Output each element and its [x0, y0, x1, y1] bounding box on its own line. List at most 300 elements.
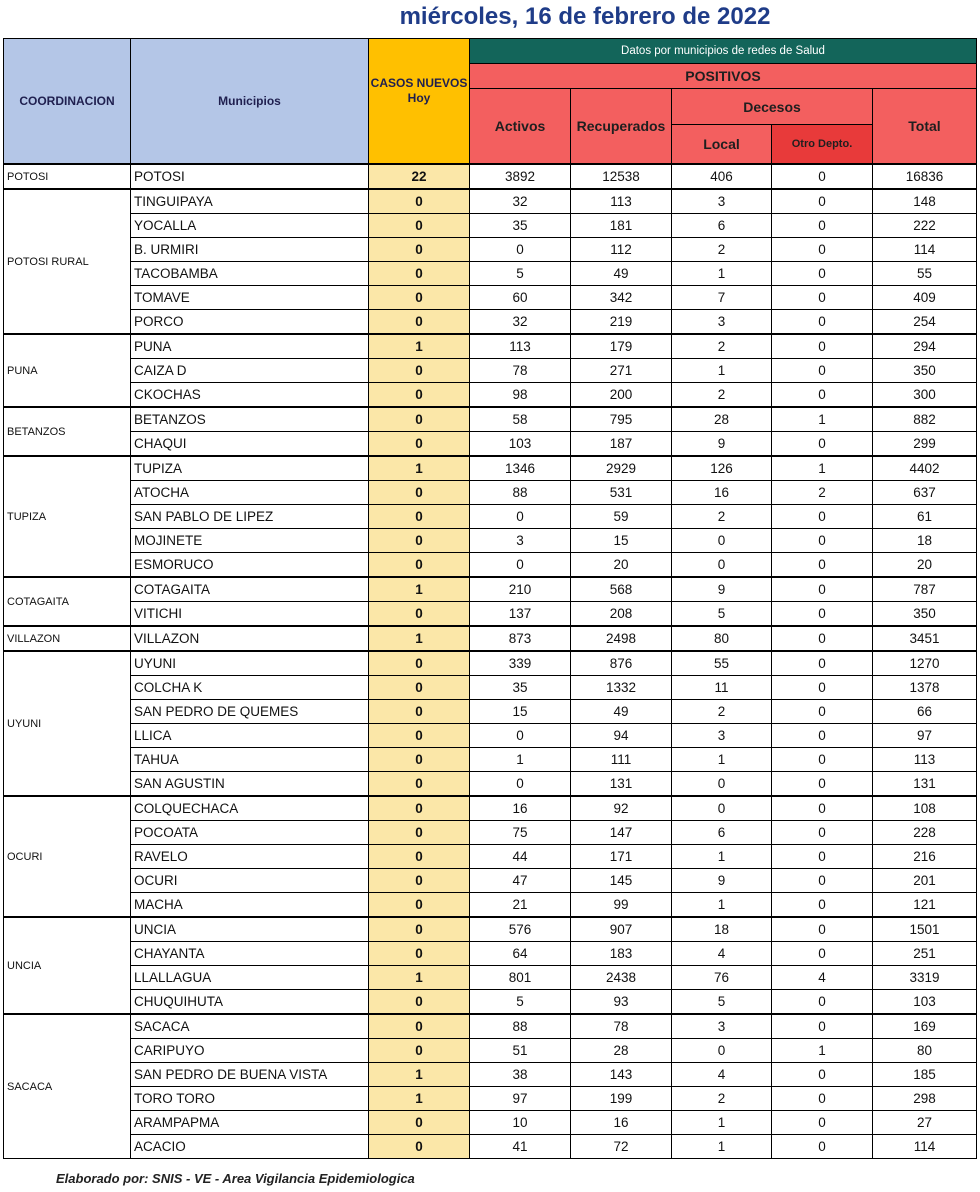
recuperados-cell: 113: [571, 189, 672, 214]
decesos-otro-depto-cell: 0: [772, 1111, 873, 1135]
recuperados-cell: 147: [571, 821, 672, 845]
municipio-cell: POTOSI: [131, 164, 369, 189]
decesos-local-cell: 1: [672, 748, 772, 772]
decesos-local-cell: 5: [672, 990, 772, 1015]
decesos-local-cell: 76: [672, 966, 772, 990]
decesos-local-cell: 55: [672, 651, 772, 676]
municipio-cell: YOCALLA: [131, 214, 369, 238]
recuperados-cell: 143: [571, 1063, 672, 1087]
total-cell: 103: [873, 990, 977, 1015]
header-coordinacion: COORDINACION: [4, 39, 131, 165]
total-cell: 113: [873, 748, 977, 772]
municipio-cell: SACACA: [131, 1014, 369, 1039]
activos-cell: 339: [470, 651, 571, 676]
decesos-otro-depto-cell: 0: [772, 748, 873, 772]
casos-nuevos-cell: 0: [369, 893, 470, 918]
municipio-cell: UNCIA: [131, 917, 369, 942]
recuperados-cell: 15: [571, 529, 672, 553]
recuperados-cell: 2438: [571, 966, 672, 990]
activos-cell: 3: [470, 529, 571, 553]
decesos-local-cell: 16: [672, 481, 772, 505]
recuperados-cell: 171: [571, 845, 672, 869]
recuperados-cell: 2498: [571, 626, 672, 651]
header-total: Total: [873, 89, 977, 165]
total-cell: 169: [873, 1014, 977, 1039]
activos-cell: 88: [470, 1014, 571, 1039]
recuperados-cell: 1332: [571, 676, 672, 700]
cases-table: [3, 38, 977, 1159]
decesos-local-cell: 0: [672, 529, 772, 553]
table-header: [4, 39, 977, 165]
page-title: [0, 0, 980, 34]
casos-nuevos-cell: 1: [369, 577, 470, 602]
activos-cell: 3892: [470, 164, 571, 189]
municipio-cell: ACACIO: [131, 1135, 369, 1159]
casos-nuevos-cell: 0: [369, 651, 470, 676]
activos-cell: 113: [470, 334, 571, 359]
recuperados-cell: 131: [571, 772, 672, 797]
decesos-local-cell: 9: [672, 577, 772, 602]
municipio-cell: BETANZOS: [131, 407, 369, 432]
casos-nuevos-cell: 1: [369, 1087, 470, 1111]
casos-nuevos-cell: 0: [369, 432, 470, 457]
header-casos-nuevos: CASOS NUEVOS Hoy: [369, 39, 470, 165]
coordinacion-cell: PUNA: [4, 334, 131, 407]
header-positivos: POSITIVOS: [470, 64, 977, 89]
activos-cell: 0: [470, 724, 571, 748]
municipio-cell: TORO TORO: [131, 1087, 369, 1111]
decesos-otro-depto-cell: 0: [772, 529, 873, 553]
total-cell: 1378: [873, 676, 977, 700]
recuperados-cell: 49: [571, 262, 672, 286]
decesos-local-cell: 1: [672, 1135, 772, 1159]
table-row: [4, 577, 977, 602]
recuperados-cell: 568: [571, 577, 672, 602]
total-cell: 787: [873, 577, 977, 602]
table-row: [4, 286, 977, 310]
decesos-local-cell: 0: [672, 772, 772, 797]
activos-cell: 78: [470, 359, 571, 383]
decesos-local-cell: 1: [672, 845, 772, 869]
total-cell: 3319: [873, 966, 977, 990]
municipio-cell: CHAYANTA: [131, 942, 369, 966]
recuperados-cell: 187: [571, 432, 672, 457]
municipio-cell: TINGUIPAYA: [131, 189, 369, 214]
total-cell: 300: [873, 383, 977, 408]
header-local: Local: [672, 125, 772, 165]
decesos-otro-depto-cell: 0: [772, 383, 873, 408]
municipio-cell: UYUNI: [131, 651, 369, 676]
decesos-local-cell: 11: [672, 676, 772, 700]
decesos-otro-depto-cell: 0: [772, 1063, 873, 1087]
table-row: [4, 1063, 977, 1087]
municipio-cell: TUPIZA: [131, 456, 369, 481]
table-row: [4, 432, 977, 457]
decesos-otro-depto-cell: 0: [772, 1014, 873, 1039]
coordinacion-cell: POTOSI RURAL: [4, 189, 131, 334]
activos-cell: 35: [470, 676, 571, 700]
table-row: [4, 772, 977, 797]
total-cell: 350: [873, 602, 977, 627]
municipio-cell: VILLAZON: [131, 626, 369, 651]
municipio-cell: SAN AGUSTIN: [131, 772, 369, 797]
decesos-otro-depto-cell: 2: [772, 481, 873, 505]
municipio-cell: TACOBAMBA: [131, 262, 369, 286]
table-row: [4, 966, 977, 990]
municipio-cell: TOMAVE: [131, 286, 369, 310]
activos-cell: 0: [470, 505, 571, 529]
total-cell: 1270: [873, 651, 977, 676]
activos-cell: 10: [470, 1111, 571, 1135]
municipio-cell: OCURI: [131, 869, 369, 893]
decesos-local-cell: 5: [672, 602, 772, 627]
table-row: [4, 481, 977, 505]
coordinacion-cell: BETANZOS: [4, 407, 131, 456]
decesos-local-cell: 1: [672, 359, 772, 383]
recuperados-cell: 183: [571, 942, 672, 966]
recuperados-cell: 94: [571, 724, 672, 748]
footer-credit: Elaborado por: SNIS - VE - Area Vigilancia Epidemiologica: [56, 1171, 415, 1186]
total-cell: 222: [873, 214, 977, 238]
activos-cell: 58: [470, 407, 571, 432]
total-cell: 55: [873, 262, 977, 286]
total-cell: 3451: [873, 626, 977, 651]
decesos-local-cell: 18: [672, 917, 772, 942]
decesos-local-cell: 1: [672, 893, 772, 918]
recuperados-cell: 93: [571, 990, 672, 1015]
table-row: [4, 651, 977, 676]
recuperados-cell: 795: [571, 407, 672, 432]
activos-cell: 64: [470, 942, 571, 966]
header-datos-municipios: Datos por municipios de redes de Salud: [470, 39, 977, 64]
casos-nuevos-cell: 0: [369, 214, 470, 238]
table-row: [4, 724, 977, 748]
activos-cell: 97: [470, 1087, 571, 1111]
casos-nuevos-cell: 0: [369, 602, 470, 627]
casos-nuevos-cell: 0: [369, 553, 470, 578]
coordinacion-cell: TUPIZA: [4, 456, 131, 577]
activos-cell: 32: [470, 189, 571, 214]
activos-cell: 75: [470, 821, 571, 845]
activos-cell: 32: [470, 310, 571, 335]
coordinacion-cell: VILLAZON: [4, 626, 131, 651]
decesos-local-cell: 9: [672, 869, 772, 893]
recuperados-cell: 179: [571, 334, 672, 359]
activos-cell: 0: [470, 772, 571, 797]
decesos-otro-depto-cell: 1: [772, 1039, 873, 1063]
decesos-otro-depto-cell: 4: [772, 966, 873, 990]
activos-cell: 60: [470, 286, 571, 310]
decesos-otro-depto-cell: 0: [772, 262, 873, 286]
report-date: miércoles, 16 de febrero de 2022: [399, 3, 771, 30]
decesos-local-cell: 0: [672, 796, 772, 821]
decesos-otro-depto-cell: 0: [772, 893, 873, 918]
total-cell: 637: [873, 481, 977, 505]
casos-nuevos-cell: 0: [369, 1135, 470, 1159]
recuperados-cell: 271: [571, 359, 672, 383]
table-row: [4, 164, 977, 189]
decesos-otro-depto-cell: 0: [772, 359, 873, 383]
municipio-cell: TAHUA: [131, 748, 369, 772]
table-row: [4, 821, 977, 845]
table-row: [4, 553, 977, 578]
table-row: [4, 214, 977, 238]
recuperados-cell: 111: [571, 748, 672, 772]
total-cell: 66: [873, 700, 977, 724]
recuperados-cell: 28: [571, 1039, 672, 1063]
table-row: [4, 845, 977, 869]
table-row: [4, 602, 977, 627]
total-cell: 114: [873, 238, 977, 262]
table-row: [4, 796, 977, 821]
coordinacion-cell: COTAGAITA: [4, 577, 131, 626]
header-otro-depto: Otro Depto.: [772, 125, 873, 165]
total-cell: 4402: [873, 456, 977, 481]
casos-nuevos-cell: 0: [369, 990, 470, 1015]
casos-nuevos-cell: 0: [369, 286, 470, 310]
municipio-cell: COLCHA K: [131, 676, 369, 700]
table-row: [4, 1087, 977, 1111]
table-row: [4, 334, 977, 359]
activos-cell: 41: [470, 1135, 571, 1159]
table-body: [4, 164, 977, 1159]
casos-nuevos-cell: 0: [369, 359, 470, 383]
recuperados-cell: 219: [571, 310, 672, 335]
table-row: [4, 748, 977, 772]
casos-nuevos-cell: 0: [369, 845, 470, 869]
activos-cell: 5: [470, 262, 571, 286]
recuperados-cell: 112: [571, 238, 672, 262]
table-row: [4, 1135, 977, 1159]
activos-cell: 103: [470, 432, 571, 457]
municipio-cell: COLQUECHACA: [131, 796, 369, 821]
municipio-cell: LLICA: [131, 724, 369, 748]
total-cell: 294: [873, 334, 977, 359]
casos-nuevos-cell: 0: [369, 942, 470, 966]
table-row: [4, 676, 977, 700]
recuperados-cell: 16: [571, 1111, 672, 1135]
casos-nuevos-cell: 0: [369, 748, 470, 772]
casos-nuevos-cell: 0: [369, 189, 470, 214]
total-cell: 18: [873, 529, 977, 553]
activos-cell: 137: [470, 602, 571, 627]
decesos-local-cell: 80: [672, 626, 772, 651]
decesos-local-cell: 4: [672, 1063, 772, 1087]
recuperados-cell: 12538: [571, 164, 672, 189]
table-row: [4, 893, 977, 918]
total-cell: 298: [873, 1087, 977, 1111]
casos-nuevos-cell: 1: [369, 334, 470, 359]
total-cell: 61: [873, 505, 977, 529]
casos-nuevos-cell: 0: [369, 1111, 470, 1135]
table-row: [4, 407, 977, 432]
recuperados-cell: 200: [571, 383, 672, 408]
decesos-otro-depto-cell: 0: [772, 869, 873, 893]
municipio-cell: SAN PEDRO DE QUEMES: [131, 700, 369, 724]
decesos-otro-depto-cell: 0: [772, 286, 873, 310]
casos-nuevos-cell: 0: [369, 917, 470, 942]
recuperados-cell: 907: [571, 917, 672, 942]
decesos-local-cell: 2: [672, 505, 772, 529]
decesos-local-cell: 3: [672, 1014, 772, 1039]
municipio-cell: CKOCHAS: [131, 383, 369, 408]
table-row: [4, 505, 977, 529]
activos-cell: 5: [470, 990, 571, 1015]
total-cell: 114: [873, 1135, 977, 1159]
decesos-local-cell: 6: [672, 821, 772, 845]
casos-nuevos-cell: 0: [369, 724, 470, 748]
table-row: [4, 189, 977, 214]
municipio-cell: CARIPUYO: [131, 1039, 369, 1063]
casos-nuevos-cell: 0: [369, 869, 470, 893]
decesos-otro-depto-cell: 0: [772, 626, 873, 651]
recuperados-cell: 99: [571, 893, 672, 918]
total-cell: 409: [873, 286, 977, 310]
activos-cell: 98: [470, 383, 571, 408]
recuperados-cell: 78: [571, 1014, 672, 1039]
municipio-cell: PORCO: [131, 310, 369, 335]
municipio-cell: PUNA: [131, 334, 369, 359]
activos-cell: 44: [470, 845, 571, 869]
casos-nuevos-cell: 0: [369, 407, 470, 432]
decesos-local-cell: 2: [672, 1087, 772, 1111]
casos-nuevos-cell: 1: [369, 1063, 470, 1087]
activos-cell: 801: [470, 966, 571, 990]
decesos-local-cell: 0: [672, 1039, 772, 1063]
decesos-local-cell: 9: [672, 432, 772, 457]
casos-nuevos-cell: 0: [369, 1039, 470, 1063]
table-row: [4, 456, 977, 481]
activos-cell: 0: [470, 553, 571, 578]
municipio-cell: LLALLAGUA: [131, 966, 369, 990]
municipio-cell: MACHA: [131, 893, 369, 918]
decesos-local-cell: 3: [672, 724, 772, 748]
decesos-otro-depto-cell: 0: [772, 505, 873, 529]
total-cell: 148: [873, 189, 977, 214]
total-cell: 299: [873, 432, 977, 457]
header-municipios: Municipios: [131, 39, 369, 165]
recuperados-cell: 20: [571, 553, 672, 578]
municipio-cell: B. URMIRI: [131, 238, 369, 262]
decesos-otro-depto-cell: 0: [772, 214, 873, 238]
casos-nuevos-cell: 0: [369, 676, 470, 700]
decesos-otro-depto-cell: 1: [772, 456, 873, 481]
decesos-otro-depto-cell: 0: [772, 577, 873, 602]
header-recuperados: Recuperados: [571, 89, 672, 165]
header-decesos: Decesos: [672, 89, 873, 125]
recuperados-cell: 2929: [571, 456, 672, 481]
municipio-cell: RAVELO: [131, 845, 369, 869]
municipio-cell: CHAQUI: [131, 432, 369, 457]
municipio-cell: CAIZA D: [131, 359, 369, 383]
decesos-otro-depto-cell: 1: [772, 407, 873, 432]
decesos-local-cell: 2: [672, 334, 772, 359]
table-row: [4, 359, 977, 383]
casos-nuevos-cell: 0: [369, 262, 470, 286]
activos-cell: 16: [470, 796, 571, 821]
casos-nuevos-cell: 0: [369, 529, 470, 553]
decesos-local-cell: 7: [672, 286, 772, 310]
coordinacion-cell: OCURI: [4, 796, 131, 917]
decesos-local-cell: 28: [672, 407, 772, 432]
decesos-otro-depto-cell: 0: [772, 432, 873, 457]
total-cell: 185: [873, 1063, 977, 1087]
table-row: [4, 1111, 977, 1135]
decesos-otro-depto-cell: 0: [772, 1087, 873, 1111]
total-cell: 254: [873, 310, 977, 335]
decesos-otro-depto-cell: 0: [772, 310, 873, 335]
municipio-cell: POCOATA: [131, 821, 369, 845]
casos-nuevos-cell: 22: [369, 164, 470, 189]
recuperados-cell: 208: [571, 602, 672, 627]
table-row: [4, 626, 977, 651]
decesos-otro-depto-cell: 0: [772, 164, 873, 189]
activos-cell: 873: [470, 626, 571, 651]
decesos-otro-depto-cell: 0: [772, 238, 873, 262]
municipio-cell: MOJINETE: [131, 529, 369, 553]
table-row: [4, 990, 977, 1015]
decesos-local-cell: 126: [672, 456, 772, 481]
total-cell: 216: [873, 845, 977, 869]
total-cell: 20: [873, 553, 977, 578]
coordinacion-cell: UYUNI: [4, 651, 131, 796]
decesos-otro-depto-cell: 0: [772, 772, 873, 797]
total-cell: 108: [873, 796, 977, 821]
recuperados-cell: 59: [571, 505, 672, 529]
casos-nuevos-cell: 0: [369, 310, 470, 335]
municipio-cell: SAN PABLO DE LIPEZ: [131, 505, 369, 529]
municipio-cell: ESMORUCO: [131, 553, 369, 578]
coordinacion-cell: POTOSI: [4, 164, 131, 189]
decesos-otro-depto-cell: 0: [772, 651, 873, 676]
total-cell: 16836: [873, 164, 977, 189]
municipio-cell: CHUQUIHUTA: [131, 990, 369, 1015]
activos-cell: 576: [470, 917, 571, 942]
recuperados-cell: 145: [571, 869, 672, 893]
decesos-local-cell: 406: [672, 164, 772, 189]
decesos-otro-depto-cell: 0: [772, 676, 873, 700]
recuperados-cell: 531: [571, 481, 672, 505]
table-row: [4, 869, 977, 893]
activos-cell: 47: [470, 869, 571, 893]
recuperados-cell: 49: [571, 700, 672, 724]
casos-nuevos-cell: 0: [369, 238, 470, 262]
decesos-otro-depto-cell: 0: [772, 821, 873, 845]
decesos-local-cell: 2: [672, 238, 772, 262]
table-row: [4, 942, 977, 966]
decesos-otro-depto-cell: 0: [772, 942, 873, 966]
table-row: [4, 1014, 977, 1039]
municipio-cell: SAN PEDRO DE BUENA VISTA: [131, 1063, 369, 1087]
table-row: [4, 383, 977, 408]
casos-nuevos-cell: 0: [369, 700, 470, 724]
table-row: [4, 1039, 977, 1063]
decesos-otro-depto-cell: 0: [772, 334, 873, 359]
recuperados-cell: 342: [571, 286, 672, 310]
total-cell: 1501: [873, 917, 977, 942]
total-cell: 131: [873, 772, 977, 797]
table-row: [4, 917, 977, 942]
casos-nuevos-cell: 1: [369, 456, 470, 481]
decesos-local-cell: 6: [672, 214, 772, 238]
activos-cell: 51: [470, 1039, 571, 1063]
casos-nuevos-cell: 0: [369, 505, 470, 529]
total-cell: 882: [873, 407, 977, 432]
decesos-local-cell: 3: [672, 189, 772, 214]
activos-cell: 210: [470, 577, 571, 602]
decesos-otro-depto-cell: 0: [772, 845, 873, 869]
decesos-otro-depto-cell: 0: [772, 917, 873, 942]
